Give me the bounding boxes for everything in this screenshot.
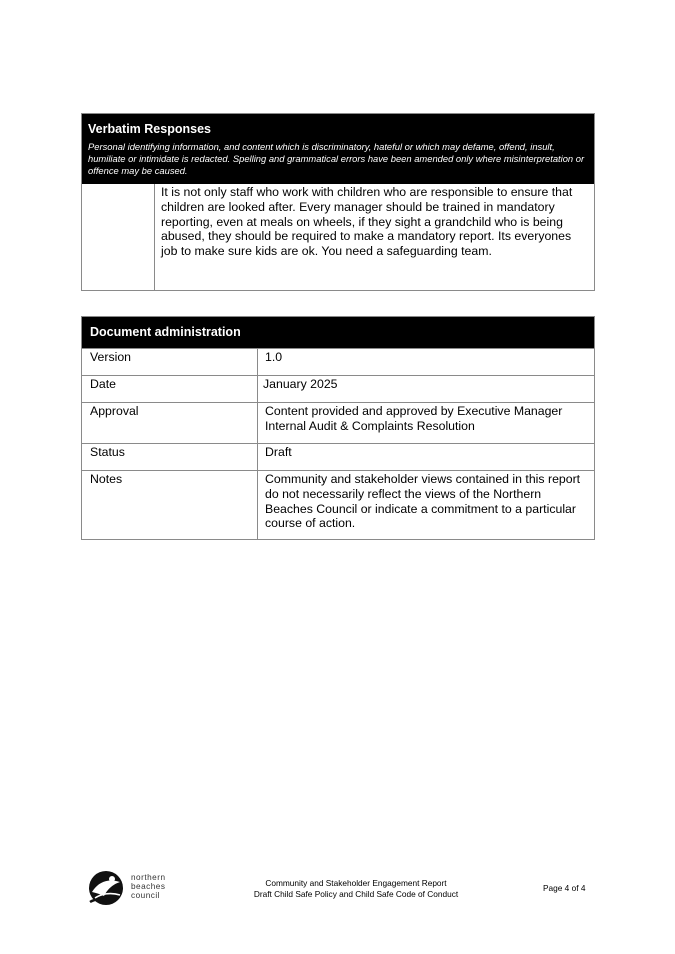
admin-value: Content provided and approved by Executive Manager Internal Audit & Complaints Resolution <box>265 404 563 433</box>
admin-label: Approval <box>82 403 258 443</box>
verbatim-header <box>82 114 594 184</box>
logo-line: council <box>131 891 160 900</box>
admin-row-notes <box>82 470 594 539</box>
footer-document-title <box>226 878 486 899</box>
admin-row-version <box>82 348 594 375</box>
verbatim-responses-table <box>81 113 595 291</box>
admin-value: Community and stakeholder views contained in this report do not necessarily reflect the views of the Northern Beaches Council or indicate a commitment to a particular course of action. <box>265 472 581 531</box>
admin-row-status <box>82 443 594 470</box>
northern-beaches-council-logo-icon <box>86 868 126 908</box>
admin-value: 1.0 <box>265 350 283 364</box>
admin-value: January 2025 <box>263 377 338 391</box>
verbatim-row <box>82 184 594 290</box>
admin-value: Draft <box>265 445 292 459</box>
admin-title: Document administration <box>82 317 594 348</box>
logo-line: beaches <box>131 882 166 891</box>
admin-label: Date <box>82 376 258 402</box>
logo-wordmark <box>131 873 166 900</box>
verbatim-redaction-note: Personal identifying information, and content which is discriminatory, hateful or which may defame, offend, insult, humiliate or intimidate is redacted. Spelling and grammatical errors have been amended only where misinterpretation or offence may be caused. <box>88 141 585 176</box>
verbatim-empty-cell <box>82 184 155 290</box>
footer-report-name: Community and Stakeholder Engagement Report <box>265 878 447 888</box>
admin-label: Status <box>82 444 258 470</box>
admin-row-approval <box>82 402 594 443</box>
verbatim-title: Verbatim Responses <box>88 122 211 136</box>
verbatim-response-text: It is not only staff who work with children who are responsible to ensure that children are looked after. Every manager should be trained in mandatory reporting, even at meals on wheels, if they sight a grandchild who is being abused, they should be required to make a mandatory report. Its everyones job to make sure kids are ok. You need a safeguarding team. <box>161 185 573 259</box>
document-administration-table <box>81 316 595 540</box>
admin-row-date <box>82 375 594 402</box>
page-number: Page 4 of 4 <box>543 883 586 893</box>
admin-label: Notes <box>82 471 258 539</box>
admin-label: Version <box>82 349 258 375</box>
footer-policy-name: Draft Child Safe Policy and Child Safe Code of Conduct <box>253 888 459 899</box>
logo-line: northern <box>131 873 166 882</box>
